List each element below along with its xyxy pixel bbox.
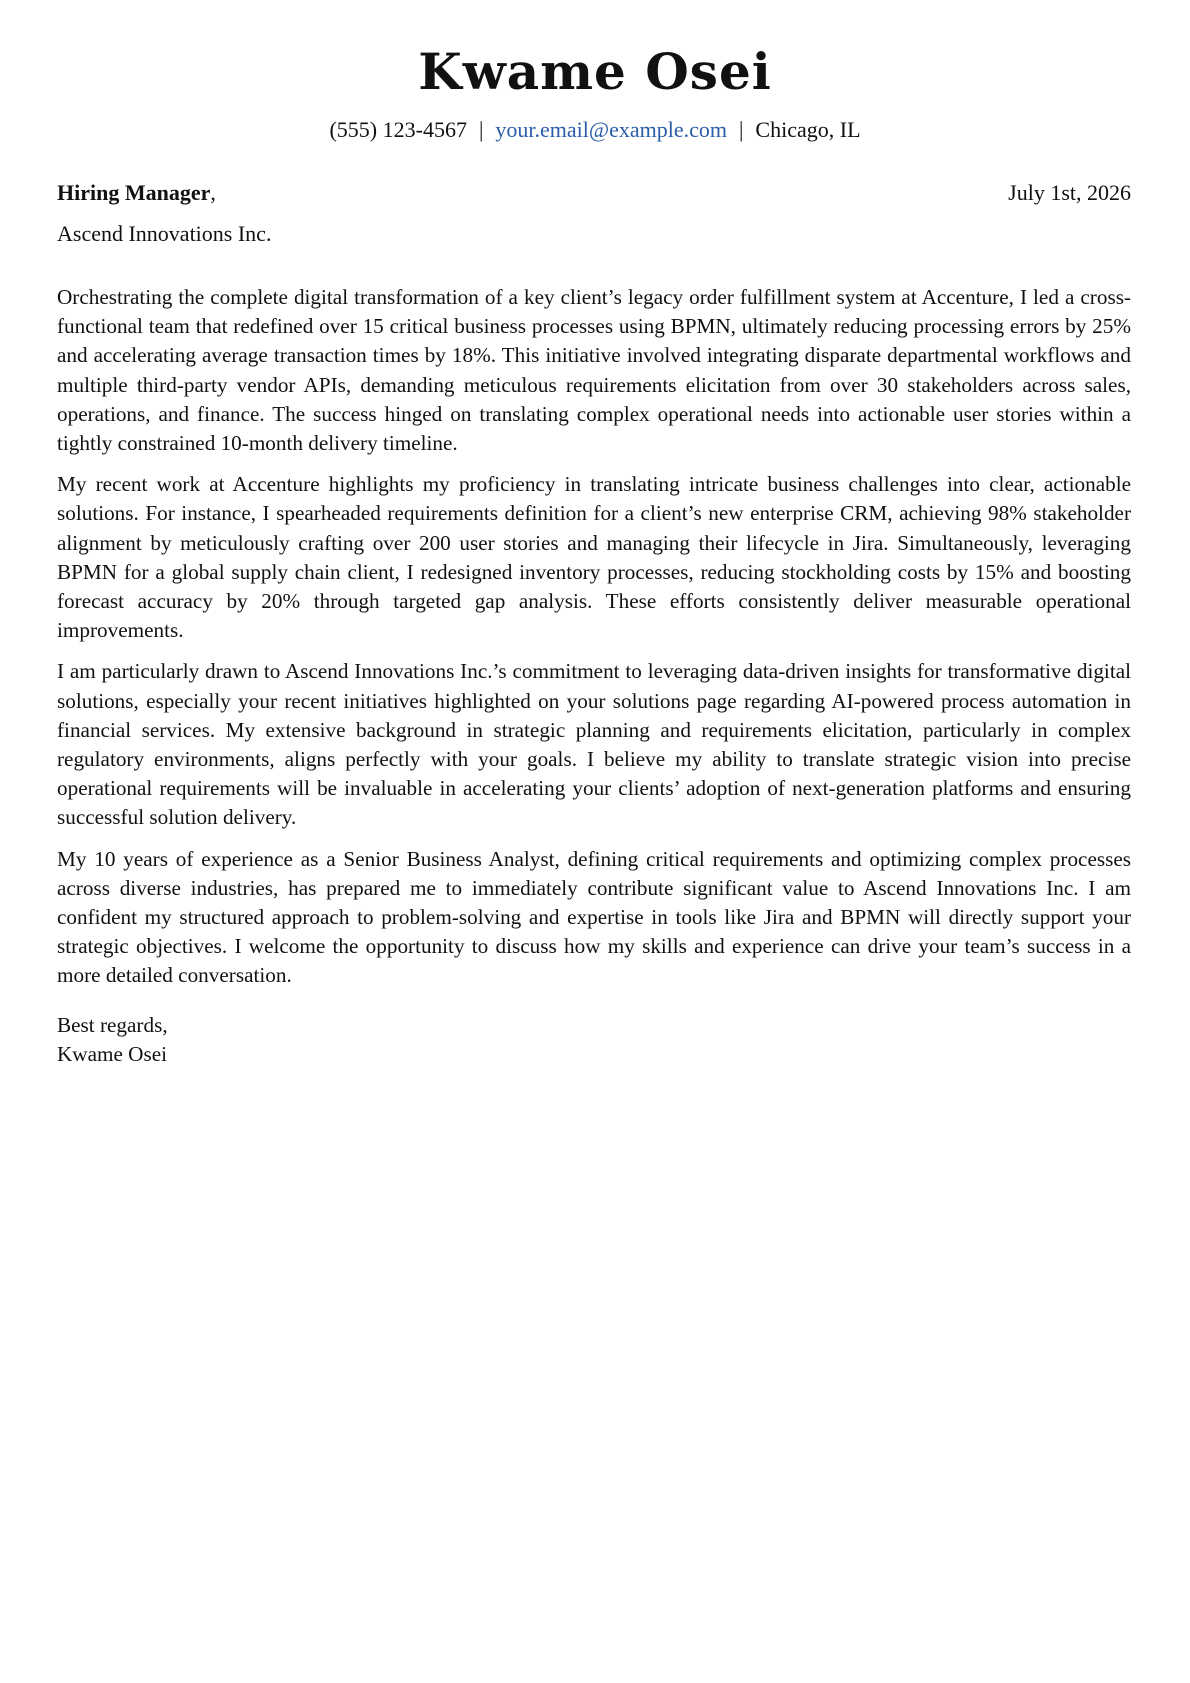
letter-body [57,283,1131,1003]
body-paragraph: My recent work at Accenture highlights my proficiency in translating intricate business challenges into clear, actionable solutions. For instance, I spearheaded requirements definition for a client’s new enterprise CRM, achieving 98% stakeholder alignment by meticulously crafting over 200 user stories and managing their lifecycle in Jira. Simultaneously, leveraging BPMN for a global supply chain client, I redesigned inventory processes, reducing stockholding costs by 15% and boosting forecast accuracy by 20% through targeted gap analysis. These efforts consistently deliver measurable operational improvements. [57,472,1131,643]
body-paragraph: I am particularly drawn to Ascend Innovations Inc.’s commitment to leveraging data-driven insights for transformative digital solutions, especially your recent initiatives highlighted on your solutions page regarding AI-powered process automation in financial services. My extensive background in strategic planning and requirements elicitation, particularly in complex regulatory environments, aligns perfectly with your goals. I believe my ability to translate strategic vision into precise operational requirements will be invaluable in accelerating your clients’ adoption of next-generation platforms and ensuring successful solution delivery. [57,659,1131,830]
phone-number: (555) 123-4567 [329,117,467,142]
separator: | [478,117,484,142]
body-paragraph: Orchestrating the complete digital transformation of a key client’s legacy order fulfillment system at Accenture, I led a cross-functional team that redefined over 15 critical business processes using BPMN, ultimately reducing processing errors by 25% and accelerating average transaction times by 18%. This initiative involved integrating disparate departmental workflows and multiple third-party vendor APIs, demanding meticulous requirements elicitation from over 30 stakeholders across sales, operations, and finance. The success hinged on translating complex operational needs into actionable user stories within a tightly constrained 10-month delivery timeline. [57,285,1131,456]
body-paragraph: My 10 years of experience as a Senior Business Analyst, defining critical requirements and optimizing complex processes across diverse industries, has prepared me to immediately contribute significant value to Ascend Innovations Inc. I am confident my structured approach to problem-solving and expertise in tools like Jira and BPMN will directly support your strategic objectives. I welcome the opportunity to discuss how my skills and experience can drive your team’s success in a more detailed conversation. [57,846,1131,988]
salutation [57,179,216,207]
recipient-name: Hiring Manager [57,180,211,205]
email-link[interactable]: your.email@example.com [495,117,728,142]
location: Chicago, IL [755,117,861,142]
contact-line [0,116,1190,144]
applicant-name: Kwame Osei [418,42,772,101]
recipient-company: Ascend Innovations Inc. [57,221,272,246]
letter-date: July 1st, 2026 [1008,180,1131,205]
signoff: Best regards, [57,1013,168,1037]
separator: | [739,117,744,142]
closing [57,1011,168,1069]
salutation-comma: , [210,180,216,205]
signature-name: Kwame Osei [57,1042,168,1066]
